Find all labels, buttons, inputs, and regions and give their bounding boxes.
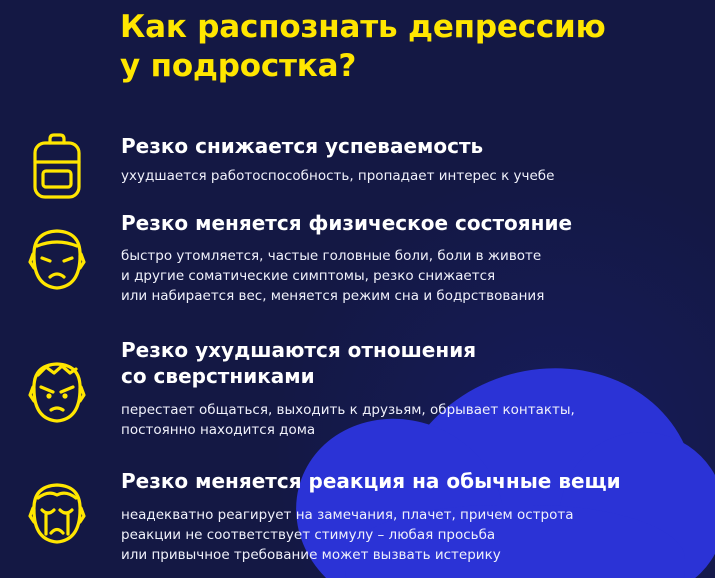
- sign-heading: Резко меняется физическое состояние: [121, 211, 573, 235]
- angry-face-icon: [28, 355, 86, 425]
- sign-description: ухудшается работоспособность, пропадает интерес к учебе: [121, 168, 555, 184]
- crying-face-icon: [28, 476, 86, 546]
- tired-face-icon: [28, 222, 86, 292]
- sign-heading: Резко снижается успеваемость: [121, 134, 484, 158]
- sign-heading: Резко меняется реакция на обычные вещи: [121, 469, 621, 493]
- sign-description: перестает общаться, выходить к друзьям, обрывает контакты, постоянно находится дома: [121, 402, 575, 438]
- sign-description: неадекватно реагирует на замечания, плачет, причем острота реакции не соответствует стимулу – любая просьба или привычное требование может вызвать истерику: [121, 507, 574, 563]
- backpack-icon: [28, 133, 86, 203]
- page-title: Как распознать депрессию у подростка?: [120, 9, 606, 84]
- sign-description: быстро утомляется, частые головные боли, боли в животе и другие соматические симптомы, резко снижается или набирается вес, меняется режим сна и бодрствования: [121, 248, 545, 304]
- sign-heading: Резко ухудшаются отношения со сверстниками: [121, 338, 477, 388]
